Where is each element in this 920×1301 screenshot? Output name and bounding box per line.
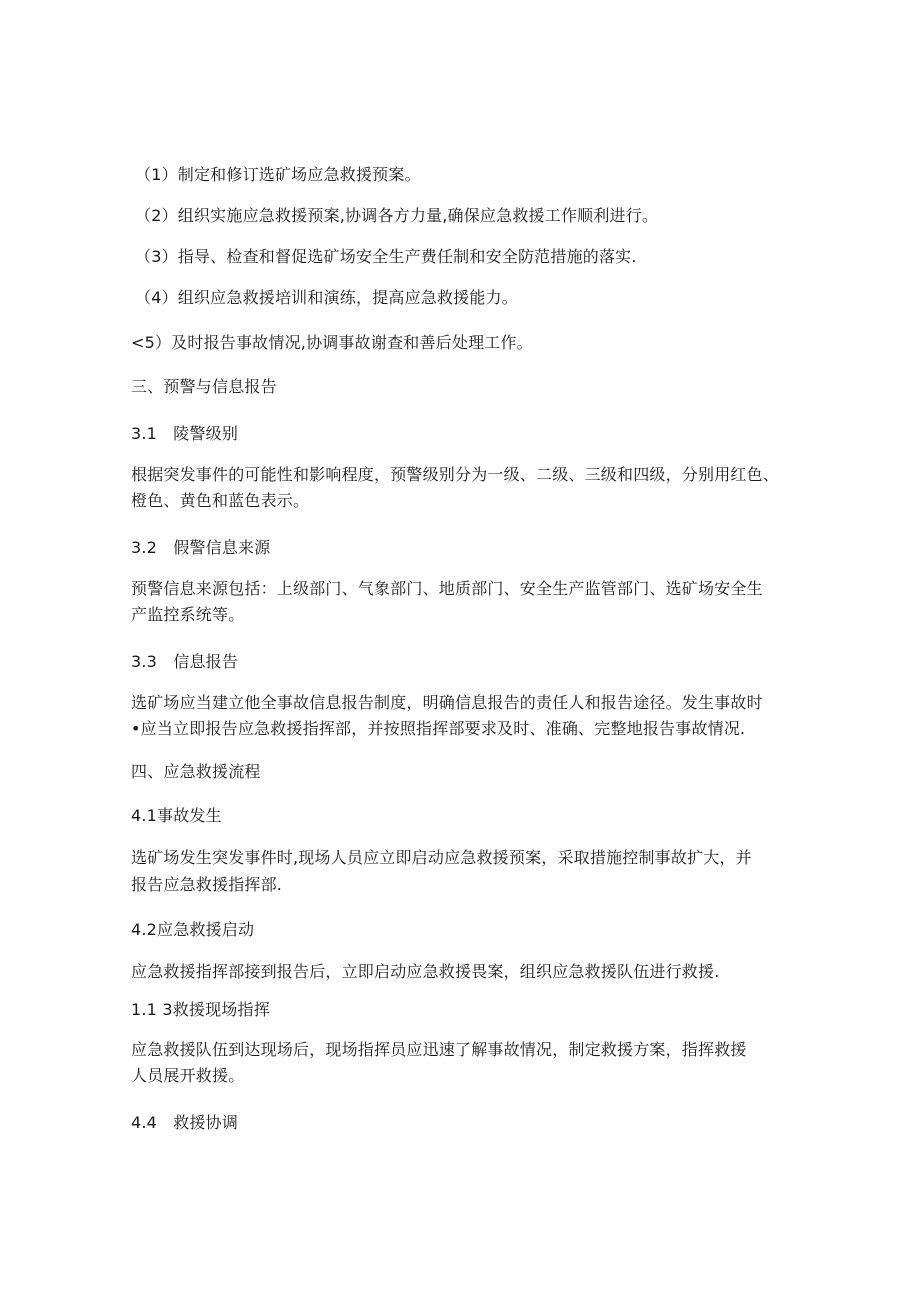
- section-4-4-heading: 4.4 救援协调: [131, 1113, 239, 1132]
- section-3-3-body-line-2: •应当立即报告应急救援指挥部，并按照指挥部要求及时、准确、完整地报告事故情况.: [131, 719, 746, 738]
- section-4-2-heading: 4.2应急救援启动: [131, 920, 255, 939]
- section-3-heading: 三、预警与信息报告: [131, 377, 277, 396]
- duty-item-1: （1）制定和修订选矿场应急救援预案。: [135, 165, 421, 184]
- section-3-1-heading: 3.1 陵警级别: [131, 424, 239, 443]
- section-3-2-body-line-2: 产监控系统等。: [131, 605, 245, 624]
- section-4-3-body-line-1: 应急救援队伍到达现场后，现场指挥员应迅速了解事故情况，制定救援方案，指挥救援: [131, 1040, 747, 1059]
- section-4-3-body-line-2: 人员展开救援。: [131, 1066, 245, 1085]
- section-3-1-body-line-1: 根据突发事件的可能性和影响程度，预警级别分为一级、二级、三级和四级，分别用红色、: [131, 465, 780, 484]
- section-3-2-heading: 3.2 假警信息来源: [131, 538, 271, 557]
- section-4-3-heading: 1.1 3救援现场指挥: [131, 1000, 270, 1019]
- duty-item-3: （3）指导、检查和督促选矿场安全生产费任制和安全防范措施的落实.: [135, 247, 637, 266]
- duty-item-4: （4）组织应急救援培训和演练，提高应急救援能力。: [135, 288, 518, 307]
- section-3-2-body-line-1: 预警信息来源包括：上级部门、气象部门、地质部门、安全生产监管部门、选矿场安全生: [131, 579, 763, 598]
- section-4-1-body-line-2: 报告应急救援指挥部.: [131, 875, 283, 894]
- section-3-3-heading: 3.3 信息报告: [131, 652, 239, 671]
- section-4-1-heading: 4.1事故发生: [131, 806, 222, 825]
- section-4-1-body-line-1: 选矿场发生突发事件时,现场人员应立即启动应急救援预案，采取措施控制事故扩大，并: [131, 848, 752, 867]
- section-3-1-body-line-2: 橙色、黄色和蓝色表示。: [131, 491, 310, 510]
- section-4-2-body-line-1: 应急救援指挥部接到报告后，立即启动应急救援畏案，组织应急救援队伍进行救援.: [131, 962, 720, 981]
- section-3-3-body-line-1: 选矿场应当建立他全事故信息报告制度，明确信息报告的责任人和报告途径。发生事故时: [131, 693, 763, 712]
- section-4-heading: 四、应急救援流程: [131, 762, 261, 781]
- duty-item-2: （2）组织实施应急救援预案,协调各方力量,确保应急救援工作顺利进行。: [135, 206, 659, 225]
- duty-item-5: <5）及时报告事故情况,协调事故谢查和善后处理工作。: [131, 333, 533, 352]
